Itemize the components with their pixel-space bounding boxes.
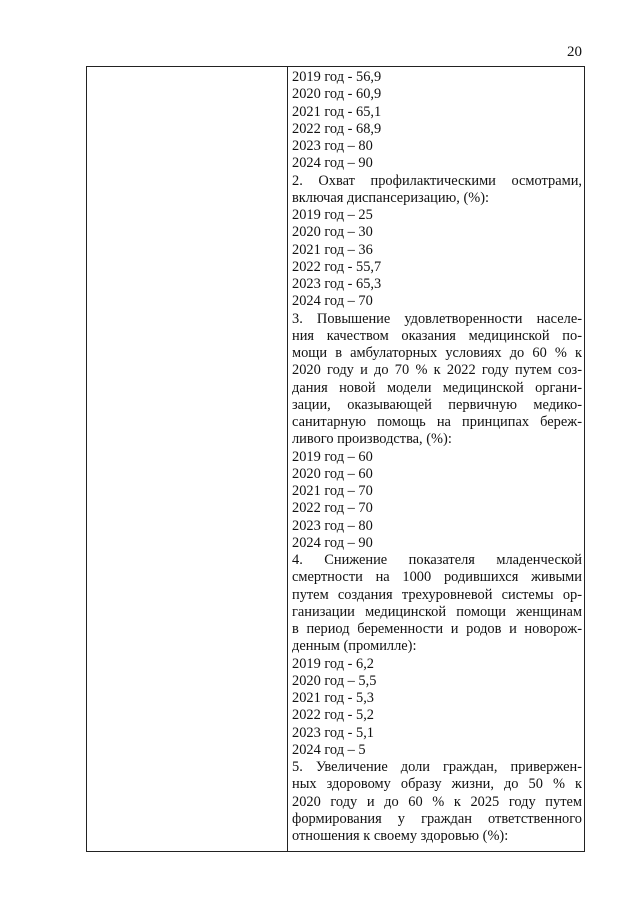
text-line: формирования у граждан ответственного [292, 810, 582, 827]
text-line: 2021 год - 65,1 [292, 103, 382, 120]
text-line: 2019 год – 25 [292, 207, 373, 223]
text-line: 2022 год - 68,9 [292, 120, 382, 137]
text-line: 2019 год - 6,2 [292, 655, 375, 672]
text-line: 2021 год – 70 [292, 483, 373, 499]
text-line: смертности на 1000 родившихся живыми [292, 569, 582, 586]
text-line: 2024 год – 5 [292, 741, 366, 758]
text-line: 2020 год – 5,5 [292, 672, 377, 689]
text-line: 2024 год – 90 [292, 534, 373, 551]
text-line: 2. Охват профилактическими осмотрами, [292, 172, 582, 189]
text-line: ных здоровому образу жизни, до 50 % к [292, 776, 582, 793]
text-line: 2020 году и до 70 % к 2022 году путем соз- [292, 362, 582, 379]
text-line: 2022 год - 55,7 [292, 258, 382, 275]
text-line: денным (промилле): [292, 638, 417, 655]
text-line: 2020 год - 60,9 [292, 86, 382, 103]
text-line: 4. Снижение показателя младенческой [292, 552, 582, 568]
text-line: путем создания трехуровневой системы ор- [292, 586, 582, 603]
text-line: ливого производства, (%): [292, 431, 452, 448]
table-left-cell [87, 67, 288, 851]
text-line: 2022 год - 5,2 [292, 707, 375, 724]
text-line: включая диспансеризацию, (%): [292, 189, 490, 206]
text-line: мощи в амбулаторных условиях до 60 % к [292, 345, 582, 361]
text-line: санитарную помощь на принципах береж- [292, 414, 582, 430]
text-line: 2021 год – 36 [292, 241, 373, 258]
text-line: отношения к своему здоровью (%): [292, 828, 509, 844]
text-line: 2021 год - 5,3 [292, 690, 375, 706]
text-line: 2023 год - 65,3 [292, 276, 382, 292]
text-line: 2022 год – 70 [292, 500, 373, 517]
text-line: 3. Повышение удовлетворенности населе- [292, 310, 582, 327]
text-line: 2023 год - 5,1 [292, 724, 375, 741]
text-line: ганизации медицинской помощи женщинам [292, 603, 582, 620]
text-line: 2020 год – 30 [292, 224, 373, 241]
text-line: ния качеством оказания медицинской по- [292, 327, 582, 344]
text-line: 2024 год – 70 [292, 293, 373, 310]
text-line: зации, оказывающей первичную медико- [292, 396, 582, 413]
page-number: 20 [567, 44, 582, 60]
text-line: дания новой модели медицинской органи- [292, 379, 582, 396]
text-line: в период беременности и родов и новорож- [292, 621, 582, 637]
text-line: 2019 год – 60 [292, 448, 373, 465]
document-table [86, 66, 585, 852]
text-line: 2020 году и до 60 % к 2025 году путем [292, 793, 582, 810]
text-line: 2024 год – 90 [292, 155, 373, 172]
text-line: 2019 год - 56,9 [292, 69, 382, 85]
table-right-cell [288, 67, 584, 851]
text-line: 2023 год – 80 [292, 517, 373, 534]
text-line: 2020 год – 60 [292, 465, 373, 482]
text-line: 2023 год – 80 [292, 138, 373, 154]
text-line: 5. Увеличение доли граждан, привержен- [292, 759, 582, 775]
